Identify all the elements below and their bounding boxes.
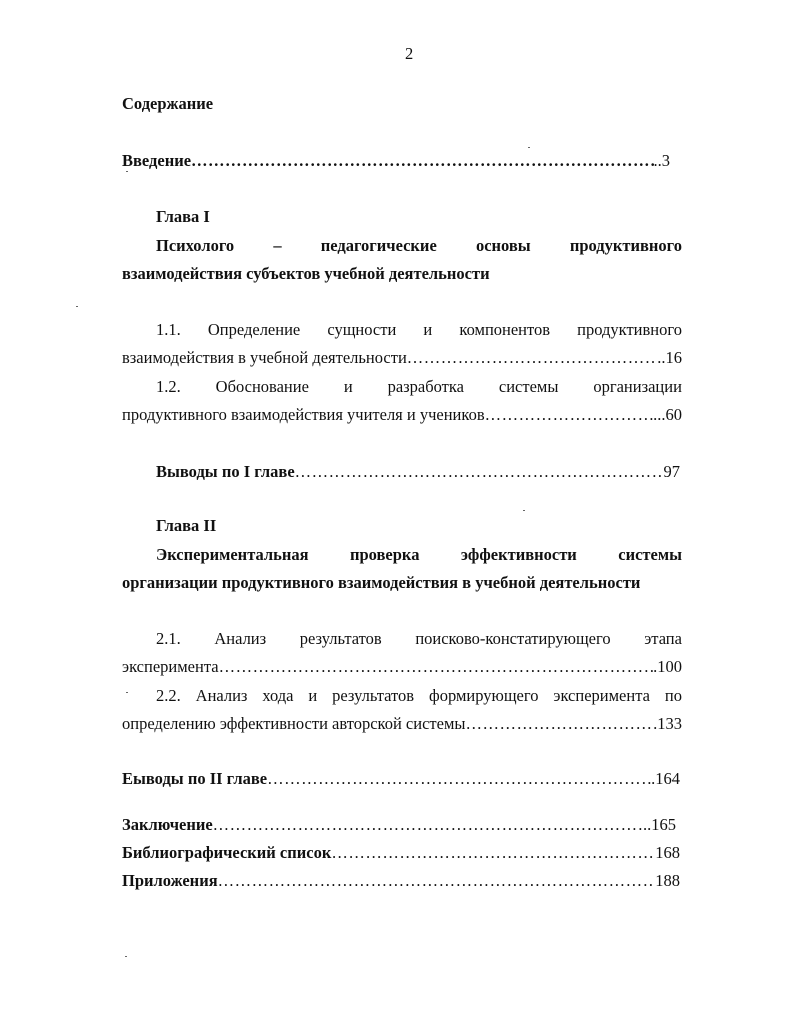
title-word: основы bbox=[475, 236, 531, 255]
title-word: Психолого bbox=[156, 236, 235, 255]
section-word: 1.1. bbox=[156, 320, 181, 339]
section-1-1-line1[interactable] bbox=[156, 320, 682, 340]
toc-entry-page: 168 bbox=[655, 843, 680, 862]
toc-entry-page: 133 bbox=[657, 714, 682, 733]
section-word: Определение bbox=[207, 320, 301, 339]
scan-speck bbox=[528, 147, 530, 148]
toc-entry-page: 97 bbox=[663, 462, 680, 481]
section-word: формирующего bbox=[429, 686, 539, 705]
leader-dots bbox=[267, 769, 651, 789]
leader-dots bbox=[213, 815, 643, 835]
leader-dots bbox=[331, 843, 655, 863]
chapter1-title-line1 bbox=[156, 236, 682, 256]
section-word: 2.2. bbox=[156, 686, 181, 705]
section-word: результатов bbox=[332, 686, 415, 705]
section-word: и bbox=[423, 320, 433, 339]
section-2-1-line2[interactable] bbox=[122, 657, 682, 677]
title-word: эффективности bbox=[460, 545, 577, 564]
toc-entry-label: взаимодействия в учебной деятельности bbox=[122, 348, 407, 367]
section-word: продуктивного bbox=[577, 320, 682, 339]
section-word: результатов bbox=[299, 629, 382, 648]
toc-heading: Содержание bbox=[122, 94, 214, 113]
title-word: продуктивного bbox=[569, 236, 682, 255]
toc-entry-label: Заключение bbox=[122, 815, 213, 834]
section-word: разработка bbox=[387, 377, 464, 396]
section-word: Обоснование bbox=[215, 377, 309, 396]
leader-dots bbox=[191, 151, 653, 171]
toc-entry-label: Приложения bbox=[122, 871, 218, 890]
toc-entry-label: Библиографический список bbox=[122, 843, 332, 862]
section-word: 2.1. bbox=[156, 629, 181, 648]
title-word: Экспериментальная bbox=[156, 545, 309, 564]
leader-dots bbox=[295, 462, 664, 482]
leader-dots bbox=[407, 348, 657, 368]
section-word: и bbox=[308, 686, 318, 705]
chapter2-title-line1 bbox=[156, 545, 682, 565]
section-1-2-line1[interactable] bbox=[156, 377, 682, 397]
section-word: организации bbox=[593, 377, 682, 396]
chapter2-label: Глава II bbox=[156, 516, 217, 535]
scan-speck bbox=[76, 306, 78, 307]
chapter1-title-line2: взаимодействия субъектов учебной деятельности bbox=[122, 264, 490, 283]
toc-entry-chapter1-conclusions[interactable] bbox=[156, 462, 680, 482]
toc-entry-label: определению эффективности авторской системы bbox=[122, 714, 466, 733]
toc-entry-bibliography[interactable] bbox=[122, 843, 680, 863]
section-word: компонентов bbox=[459, 320, 551, 339]
toc-entry-conclusion[interactable] bbox=[122, 815, 676, 835]
section-word: Анализ bbox=[195, 686, 248, 705]
section-word: и bbox=[343, 377, 353, 396]
toc-entry-label: Выводы по I главе bbox=[156, 462, 295, 481]
section-word: системы bbox=[498, 377, 559, 396]
toc-entry-appendices[interactable] bbox=[122, 871, 680, 891]
section-word: хода bbox=[262, 686, 294, 705]
section-word: поисково-констатирующего bbox=[415, 629, 611, 648]
section-word: по bbox=[664, 686, 682, 705]
section-2-2-line1[interactable] bbox=[156, 686, 682, 706]
section-word: этапа bbox=[644, 629, 682, 648]
toc-entry-page: ..165 bbox=[643, 815, 676, 834]
scan-speck bbox=[126, 692, 128, 693]
toc-entry-page: .100 bbox=[653, 657, 682, 676]
toc-entry-label: Еыводы по II главе bbox=[122, 769, 268, 788]
leader-dots bbox=[218, 871, 656, 891]
toc-entry-page: ...60 bbox=[653, 405, 682, 424]
scan-speck bbox=[125, 956, 127, 957]
toc-entry-page: ..16 bbox=[657, 348, 682, 367]
toc-entry-page: .164 bbox=[651, 769, 680, 788]
toc-entry-intro[interactable] bbox=[122, 151, 670, 171]
chapter2-title-line2: организации продуктивного взаимодействия в учебной деятельности bbox=[122, 573, 641, 592]
title-word: проверка bbox=[350, 545, 420, 564]
section-word: сущности bbox=[327, 320, 397, 339]
title-word: системы bbox=[618, 545, 682, 564]
leader-dots bbox=[219, 657, 654, 677]
scan-speck bbox=[523, 510, 525, 511]
toc-entry-label: продуктивного взаимодействия учителя и учеников bbox=[122, 405, 485, 424]
section-2-1-line1[interactable] bbox=[156, 629, 682, 649]
section-word: Анализ bbox=[214, 629, 267, 648]
toc-entry-chapter2-conclusions[interactable] bbox=[122, 769, 680, 789]
toc-entry-label: Введение bbox=[122, 151, 192, 170]
title-word: педагогические bbox=[320, 236, 437, 255]
chapter1-label: Глава I bbox=[156, 207, 210, 226]
section-1-1-line2[interactable] bbox=[122, 348, 682, 368]
leader-dots bbox=[465, 714, 657, 734]
toc-entry-page: ..3 bbox=[653, 151, 670, 170]
leader-dots bbox=[485, 405, 654, 425]
title-word: – bbox=[273, 236, 282, 255]
page-number: 2 bbox=[405, 44, 414, 63]
scan-speck bbox=[126, 171, 128, 172]
section-word: эксперимента bbox=[553, 686, 650, 705]
section-1-2-line2[interactable] bbox=[122, 405, 682, 425]
section-word: 1.2. bbox=[156, 377, 181, 396]
toc-entry-page: 188 bbox=[655, 871, 680, 890]
toc-entry-label: эксперимента bbox=[122, 657, 219, 676]
section-2-2-line2[interactable] bbox=[122, 714, 682, 734]
